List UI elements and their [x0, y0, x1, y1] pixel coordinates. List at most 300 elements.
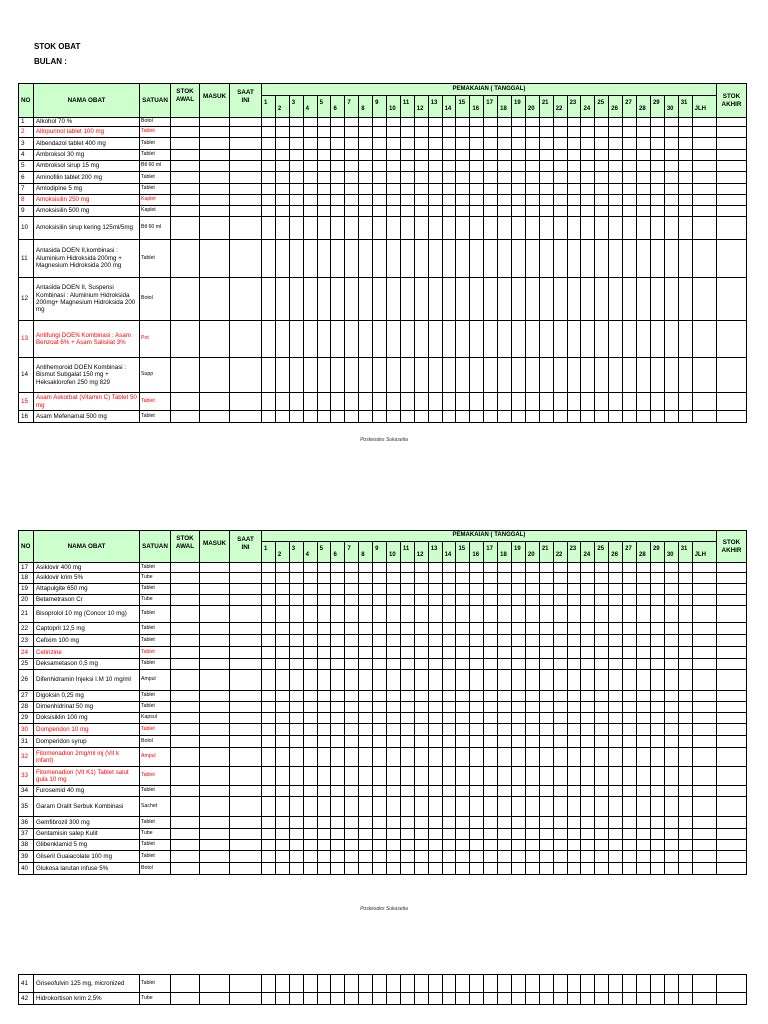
day-usage-cell	[345, 659, 359, 670]
day-usage-cell	[539, 993, 553, 1005]
current-stock-cell	[230, 127, 262, 138]
drug-unit: Tablet	[140, 150, 171, 161]
day-usage-cell	[567, 161, 581, 172]
day-usage-cell	[456, 393, 470, 411]
day-usage-cell	[498, 278, 512, 321]
day-usage-cell	[637, 670, 651, 691]
day-usage-cell	[442, 606, 456, 623]
day-usage-cell	[567, 635, 581, 647]
day-usage-cell	[678, 278, 692, 321]
day-usage-cell	[456, 691, 470, 702]
day-usage-cell	[262, 748, 276, 767]
day-usage-cell	[664, 647, 678, 659]
day-usage-cell	[359, 797, 373, 817]
day-usage-cell	[428, 195, 442, 206]
day-usage-cell	[400, 358, 414, 393]
day-usage-cell	[553, 217, 567, 240]
day-usage-cell	[650, 736, 664, 748]
header-day-30: 30	[664, 542, 678, 563]
day-usage-cell	[400, 659, 414, 670]
day-usage-cell	[345, 863, 359, 875]
day-usage-cell	[331, 767, 345, 786]
day-usage-cell	[428, 635, 442, 647]
drug-unit: Tablet	[140, 647, 171, 659]
day-usage-cell	[289, 150, 303, 161]
day-usage-cell	[637, 797, 651, 817]
day-usage-cell	[581, 975, 595, 993]
day-usage-cell	[637, 851, 651, 863]
day-usage-cell	[262, 411, 276, 423]
day-usage-cell	[609, 584, 623, 595]
day-usage-cell	[442, 975, 456, 993]
day-usage-cell	[373, 411, 387, 423]
day-usage-cell	[664, 127, 678, 138]
day-usage-cell	[512, 138, 526, 150]
day-usage-cell	[331, 138, 345, 150]
day-usage-cell	[637, 829, 651, 840]
day-usage-cell	[442, 817, 456, 829]
day-usage-cell	[262, 736, 276, 748]
day-usage-cell	[650, 278, 664, 321]
day-usage-cell	[373, 161, 387, 172]
day-usage-cell	[359, 724, 373, 736]
drug-unit: Tablet	[140, 411, 171, 423]
day-usage-cell	[317, 829, 331, 840]
day-usage-cell	[442, 278, 456, 321]
day-usage-cell	[414, 659, 428, 670]
day-usage-cell	[289, 635, 303, 647]
header-day-22: 22	[553, 96, 567, 118]
day-usage-cell	[359, 217, 373, 240]
day-usage-cell	[331, 206, 345, 217]
day-usage-cell	[303, 584, 317, 595]
day-usage-cell	[262, 691, 276, 702]
day-usage-cell	[553, 278, 567, 321]
day-usage-cell	[581, 786, 595, 797]
day-usage-cell	[678, 584, 692, 595]
day-usage-cell	[331, 786, 345, 797]
day-usage-cell	[581, 702, 595, 713]
day-usage-cell	[650, 851, 664, 863]
header-day-11: 11	[400, 96, 414, 118]
document-title: STOK OBAT	[34, 42, 81, 51]
day-usage-cell	[609, 184, 623, 195]
current-stock-cell	[230, 393, 262, 411]
day-usage-cell	[317, 647, 331, 659]
drug-row	[19, 623, 747, 635]
day-usage-cell	[359, 702, 373, 713]
day-usage-cell	[539, 240, 553, 278]
day-usage-cell	[567, 573, 581, 584]
day-usage-cell	[289, 736, 303, 748]
incoming-cell	[200, 584, 230, 595]
day-usage-cell	[373, 393, 387, 411]
day-usage-cell	[317, 138, 331, 150]
day-usage-cell	[289, 172, 303, 184]
day-usage-cell	[262, 172, 276, 184]
row-number: 18	[19, 573, 34, 584]
day-usage-cell	[345, 195, 359, 206]
day-usage-cell	[303, 840, 317, 851]
day-usage-cell	[331, 411, 345, 423]
day-usage-cell	[400, 161, 414, 172]
day-usage-cell	[428, 840, 442, 851]
day-usage-cell	[428, 786, 442, 797]
day-usage-cell	[553, 184, 567, 195]
day-usage-cell	[262, 670, 276, 691]
day-usage-cell	[678, 411, 692, 423]
day-usage-cell	[512, 767, 526, 786]
day-usage-cell	[525, 150, 539, 161]
day-usage-cell	[345, 993, 359, 1005]
day-usage-cell	[539, 840, 553, 851]
day-usage-cell	[275, 786, 289, 797]
day-usage-cell	[609, 851, 623, 863]
day-usage-cell	[678, 321, 692, 358]
drug-unit: Tablet	[140, 817, 171, 829]
day-usage-cell	[623, 647, 637, 659]
day-usage-cell	[470, 138, 484, 150]
header-day-2: 2	[275, 542, 289, 563]
day-usage-cell	[609, 195, 623, 206]
day-usage-cell	[539, 150, 553, 161]
day-usage-cell	[595, 748, 609, 767]
day-usage-cell	[609, 150, 623, 161]
day-usage-cell	[650, 724, 664, 736]
stock-end-cell	[717, 321, 747, 358]
incoming-cell	[200, 127, 230, 138]
day-usage-cell	[289, 393, 303, 411]
day-usage-cell	[442, 691, 456, 702]
day-usage-cell	[484, 767, 498, 786]
day-usage-cell	[637, 691, 651, 702]
day-usage-cell	[525, 635, 539, 647]
day-usage-cell	[442, 659, 456, 670]
day-usage-cell	[623, 840, 637, 851]
day-usage-cell	[581, 195, 595, 206]
day-usage-cell	[664, 184, 678, 195]
day-usage-cell	[428, 724, 442, 736]
day-usage-cell	[400, 595, 414, 606]
header-day-11: 11	[400, 542, 414, 563]
stock-end-cell	[717, 863, 747, 875]
day-usage-cell	[331, 647, 345, 659]
day-usage-cell	[442, 206, 456, 217]
day-usage-cell	[275, 161, 289, 172]
day-usage-cell	[623, 278, 637, 321]
day-usage-cell	[623, 195, 637, 206]
day-usage-cell	[317, 817, 331, 829]
drug-name: Hidrokortison krim 2,5%	[34, 993, 140, 1005]
drug-row	[19, 411, 747, 423]
day-usage-cell	[525, 863, 539, 875]
day-usage-cell	[275, 127, 289, 138]
day-usage-cell	[484, 195, 498, 206]
day-usage-cell	[484, 584, 498, 595]
day-usage-cell	[442, 138, 456, 150]
day-usage-cell	[345, 840, 359, 851]
day-usage-cell	[331, 840, 345, 851]
drug-unit: Tablet	[140, 975, 171, 993]
day-usage-cell	[650, 161, 664, 172]
day-usage-cell	[678, 767, 692, 786]
day-usage-cell	[456, 161, 470, 172]
day-usage-cell	[428, 321, 442, 358]
current-stock-cell	[230, 724, 262, 736]
stock-start-cell	[171, 713, 200, 724]
row-number: 12	[19, 278, 34, 321]
day-usage-cell	[678, 691, 692, 702]
day-usage-cell	[428, 563, 442, 573]
day-usage-cell	[498, 595, 512, 606]
day-usage-cell	[456, 118, 470, 127]
day-usage-cell	[470, 797, 484, 817]
day-usage-cell	[484, 797, 498, 817]
day-usage-cell	[567, 786, 581, 797]
day-usage-cell	[262, 659, 276, 670]
day-usage-cell	[553, 724, 567, 736]
day-usage-cell	[567, 240, 581, 278]
day-usage-cell	[262, 584, 276, 595]
drug-name: Digoksin 0,25 mg	[34, 691, 140, 702]
day-usage-cell	[678, 840, 692, 851]
day-usage-cell	[359, 206, 373, 217]
day-usage-cell	[303, 817, 317, 829]
day-usage-cell	[275, 817, 289, 829]
day-usage-cell	[262, 993, 276, 1005]
day-usage-cell	[637, 217, 651, 240]
day-usage-cell	[650, 127, 664, 138]
page-footer: Poskesdes Sukasetia	[360, 906, 408, 912]
day-usage-cell	[553, 358, 567, 393]
day-usage-cell	[595, 150, 609, 161]
day-usage-cell	[400, 840, 414, 851]
stock-start-cell	[171, 851, 200, 863]
day-usage-cell	[567, 606, 581, 623]
header-drug-name: NAMA OBAT	[34, 531, 140, 563]
total-usage-cell	[692, 278, 716, 321]
day-usage-cell	[595, 127, 609, 138]
day-usage-cell	[609, 393, 623, 411]
day-usage-cell	[595, 563, 609, 573]
header-day-26: 26	[609, 96, 623, 118]
drug-row	[19, 702, 747, 713]
day-usage-cell	[414, 623, 428, 635]
drug-name: Ambroksol 30 mg	[34, 150, 140, 161]
drug-unit: Kaplet	[140, 195, 171, 206]
day-usage-cell	[650, 217, 664, 240]
day-usage-cell	[262, 563, 276, 573]
day-usage-cell	[359, 161, 373, 172]
day-usage-cell	[359, 670, 373, 691]
day-usage-cell	[650, 393, 664, 411]
stock-end-cell	[717, 172, 747, 184]
day-usage-cell	[428, 851, 442, 863]
day-usage-cell	[581, 393, 595, 411]
drug-name: Alkohol 70 %	[34, 118, 140, 127]
day-usage-cell	[664, 411, 678, 423]
day-usage-cell	[623, 161, 637, 172]
day-usage-cell	[595, 573, 609, 584]
day-usage-cell	[428, 713, 442, 724]
day-usage-cell	[567, 702, 581, 713]
drug-unit: Ampul	[140, 670, 171, 691]
day-usage-cell	[345, 724, 359, 736]
day-usage-cell	[650, 993, 664, 1005]
day-usage-cell	[359, 595, 373, 606]
incoming-cell	[200, 748, 230, 767]
total-usage-cell	[692, 993, 716, 1005]
day-usage-cell	[678, 563, 692, 573]
row-number: 28	[19, 702, 34, 713]
total-usage-cell	[692, 240, 716, 278]
total-usage-cell	[692, 161, 716, 172]
drug-name: Furosemid 40 mg	[34, 786, 140, 797]
day-usage-cell	[414, 118, 428, 127]
stock-end-cell	[717, 278, 747, 321]
day-usage-cell	[275, 217, 289, 240]
day-usage-cell	[275, 321, 289, 358]
day-usage-cell	[359, 736, 373, 748]
day-usage-cell	[623, 240, 637, 278]
day-usage-cell	[623, 217, 637, 240]
day-usage-cell	[428, 172, 442, 184]
day-usage-cell	[512, 623, 526, 635]
day-usage-cell	[289, 584, 303, 595]
day-usage-cell	[428, 863, 442, 875]
day-usage-cell	[289, 659, 303, 670]
day-usage-cell	[553, 863, 567, 875]
total-usage-cell	[692, 767, 716, 786]
day-usage-cell	[331, 584, 345, 595]
drug-row	[19, 595, 747, 606]
day-usage-cell	[539, 184, 553, 195]
day-usage-cell	[359, 606, 373, 623]
row-number: 14	[19, 358, 34, 393]
day-usage-cell	[303, 118, 317, 127]
drug-name: Glukosa larutan infuse 5%	[34, 863, 140, 875]
day-usage-cell	[512, 748, 526, 767]
day-usage-cell	[567, 150, 581, 161]
day-usage-cell	[373, 321, 387, 358]
day-usage-cell	[484, 623, 498, 635]
total-usage-cell	[692, 138, 716, 150]
day-usage-cell	[678, 635, 692, 647]
day-usage-cell	[400, 623, 414, 635]
day-usage-cell	[456, 993, 470, 1005]
day-usage-cell	[387, 670, 401, 691]
table-header	[19, 531, 747, 563]
day-usage-cell	[456, 195, 470, 206]
table-body	[19, 563, 747, 875]
day-usage-cell	[400, 702, 414, 713]
day-usage-cell	[331, 635, 345, 647]
day-usage-cell	[553, 623, 567, 635]
day-usage-cell	[525, 606, 539, 623]
day-usage-cell	[317, 411, 331, 423]
total-usage-cell	[692, 647, 716, 659]
day-usage-cell	[359, 118, 373, 127]
stock-end-cell	[717, 411, 747, 423]
day-usage-cell	[400, 240, 414, 278]
day-usage-cell	[387, 172, 401, 184]
day-usage-cell	[650, 748, 664, 767]
day-usage-cell	[553, 748, 567, 767]
day-usage-cell	[345, 118, 359, 127]
day-usage-cell	[373, 606, 387, 623]
day-usage-cell	[317, 563, 331, 573]
day-usage-cell	[442, 217, 456, 240]
day-usage-cell	[567, 993, 581, 1005]
stock-end-cell	[717, 767, 747, 786]
stock-start-cell	[171, 993, 200, 1005]
stock-table	[18, 974, 747, 1005]
day-usage-cell	[595, 118, 609, 127]
day-usage-cell	[387, 786, 401, 797]
header-day-7: 7	[345, 542, 359, 563]
day-usage-cell	[512, 584, 526, 595]
day-usage-cell	[650, 797, 664, 817]
day-usage-cell	[400, 138, 414, 150]
day-usage-cell	[512, 321, 526, 358]
day-usage-cell	[428, 748, 442, 767]
header-day-17: 17	[484, 542, 498, 563]
day-usage-cell	[275, 206, 289, 217]
day-usage-cell	[664, 595, 678, 606]
drug-row	[19, 217, 747, 240]
day-usage-cell	[400, 797, 414, 817]
day-usage-cell	[456, 138, 470, 150]
day-usage-cell	[595, 724, 609, 736]
row-number: 26	[19, 670, 34, 691]
day-usage-cell	[303, 736, 317, 748]
day-usage-cell	[331, 736, 345, 748]
header-day-19: 19	[512, 542, 526, 563]
day-usage-cell	[539, 767, 553, 786]
day-usage-cell	[484, 563, 498, 573]
day-usage-cell	[595, 635, 609, 647]
row-number: 36	[19, 817, 34, 829]
day-usage-cell	[525, 713, 539, 724]
day-usage-cell	[331, 150, 345, 161]
day-usage-cell	[539, 217, 553, 240]
day-usage-cell	[498, 635, 512, 647]
current-stock-cell	[230, 829, 262, 840]
day-usage-cell	[484, 595, 498, 606]
day-usage-cell	[553, 647, 567, 659]
header-unit: SATUAN	[140, 531, 171, 563]
day-usage-cell	[637, 563, 651, 573]
day-usage-cell	[595, 411, 609, 423]
day-usage-cell	[317, 993, 331, 1005]
day-usage-cell	[442, 736, 456, 748]
day-usage-cell	[595, 702, 609, 713]
header-day-18: 18	[498, 96, 512, 118]
day-usage-cell	[678, 647, 692, 659]
day-usage-cell	[498, 118, 512, 127]
day-usage-cell	[664, 206, 678, 217]
drug-row	[19, 840, 747, 851]
day-usage-cell	[442, 118, 456, 127]
day-usage-cell	[498, 184, 512, 195]
day-usage-cell	[664, 118, 678, 127]
day-usage-cell	[428, 623, 442, 635]
day-usage-cell	[289, 206, 303, 217]
day-usage-cell	[456, 150, 470, 161]
drug-row	[19, 829, 747, 840]
day-usage-cell	[512, 127, 526, 138]
day-usage-cell	[262, 595, 276, 606]
